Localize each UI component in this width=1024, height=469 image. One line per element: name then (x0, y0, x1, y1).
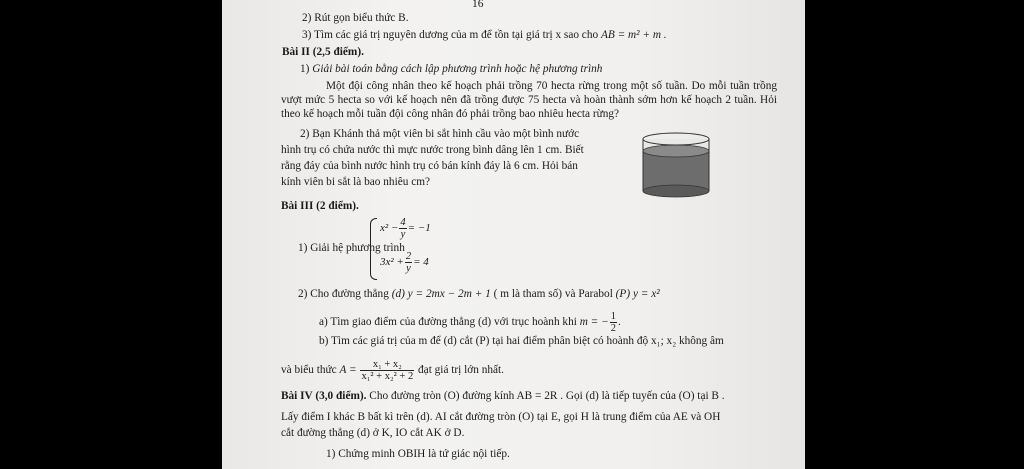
bai2-item2-line2: hình trụ có chứa nước thì mực nước trong bình dâng lên 1 cm. Biết (281, 144, 584, 156)
bai3-item2b: b) Tìm các giá trị của m để (d) cắt (P) tại hai điểm phân biệt có hoành độ x₁; x₂ không âm (319, 335, 724, 347)
bai2-item2-line4: kính viên bi sắt là bao nhiêu cm? (281, 176, 431, 188)
bai2-problem-text: Một đội công nhân theo kế hoạch phải trồng 70 hecta rừng trong một số tuần. Do mỗi tuần trồng vượt mức 5 hecta so với kế hoạch nên đã trồng được 75 hecta và hoàn thành sớm hơn kế hoạch 2 tuần. Hỏi theo kế hoạch mỗi tuần đội công nhân đó phải trồng bao nhiêu hecta rừng? (281, 80, 777, 120)
item-bai2-1-title: 1) Giải bài toán bằng cách lập phương trình hoặc hệ phương trình (300, 63, 603, 75)
bai3-item2: 2) Cho đường thẳng (d) y = 2mx − 2m + 1 ( m là tham số) và Parabol (P) y = x² (298, 288, 660, 300)
bai4-line3: cắt đường thẳng (d) ở K, IO cắt AK ở D. (281, 427, 465, 439)
bai3-item1-text: 1) Giải hệ phương trình (298, 242, 405, 254)
heading-bai3: Bài III (2 điểm). (281, 200, 359, 212)
system-brace (370, 218, 377, 280)
bai4-line1: Bài IV (3,0 điểm). Cho đường tròn (O) đường kính AB = 2R . Gọi (d) là tiếp tuyến của (O) tại B . (281, 390, 725, 402)
cylinder-figure (639, 129, 713, 201)
bai2-item2-line1: 2) Bạn Khánh thả một viên bi sắt hình cầu vào một bình nước (300, 128, 580, 140)
heading-bai2: Bài II (2,5 điểm). (282, 46, 364, 58)
bai4-item1: 1) Chứng minh OBIH là tứ giác nội tiếp. (326, 448, 510, 460)
bai3-item2a: a) Tìm giao điểm của đường thẳng (d) với trục hoành khi m = − $\frac{1}{2}$ . (319, 311, 621, 334)
exam-page (222, 0, 805, 469)
page-number: 16 (472, 0, 484, 10)
item-bai1-2: 2) Rút gọn biểu thức B. (302, 12, 409, 24)
bai3-item2b-expr: và biểu thức A = $\frac{\text{x₁ + x₂}}{\text{x₁² + x₂² + 2}}$ đạt giá trị lớn nhất. (281, 359, 505, 382)
bai2-item2-line3: rằng đáy của bình nước hình trụ có bán kính đáy là 6 cm. Hỏi bán (281, 160, 578, 172)
bai4-line2: Lấy điểm I khác B bất kì trên (d). AI cắt đường tròn (O) tại E, gọi H là trung điểm của AE và OH (281, 411, 721, 423)
equation-2: 3x² + $\frac{2}{y}$ = 4 (380, 251, 429, 274)
equation-1: x² − $\frac{4}{y}$ = −1 (380, 217, 431, 240)
item-bai1-3: 3) Tìm các giá trị nguyên dương của m để tồn tại giá trị x sao cho AB = m² + m . (302, 29, 667, 41)
